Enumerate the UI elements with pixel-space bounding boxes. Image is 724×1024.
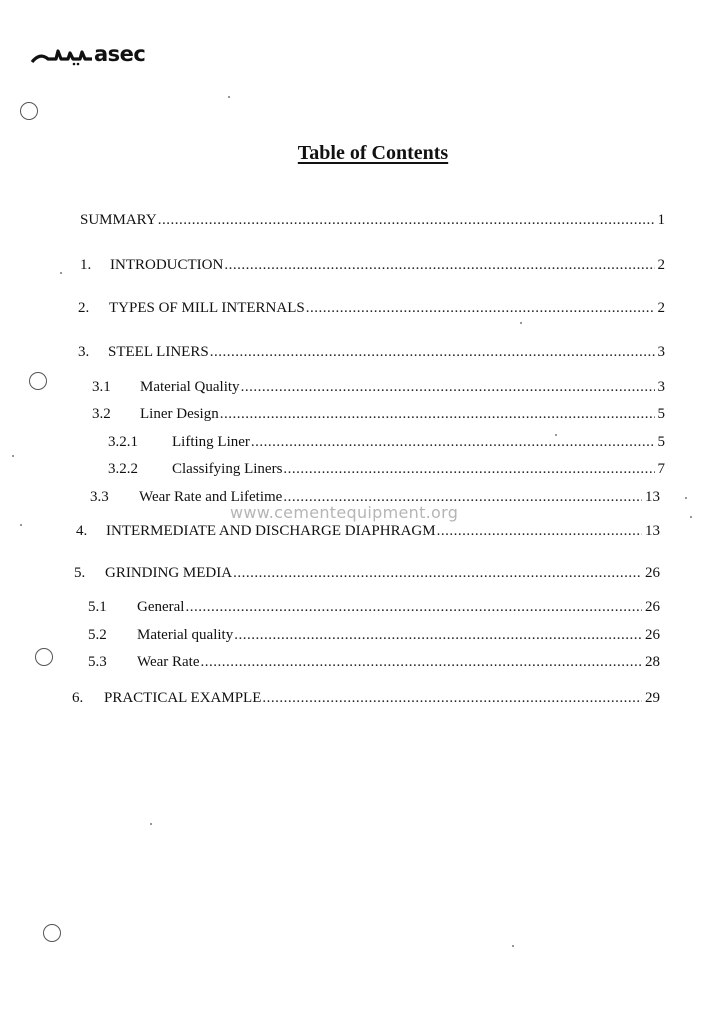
toc-entry[interactable] [76, 522, 660, 540]
toc-entry-number: 3.2.2 [108, 461, 138, 477]
scan-speck [512, 945, 514, 947]
punch-hole [20, 102, 38, 120]
scan-speck [685, 497, 687, 499]
toc-entry[interactable] [88, 653, 660, 671]
toc-entry-label: GRINDING MEDIA [105, 565, 233, 581]
punch-hole [35, 648, 53, 666]
toc-leader-dots [251, 433, 655, 451]
toc-leader-dots [220, 405, 655, 423]
toc-entry-number: 3.1 [92, 379, 111, 395]
toc-entry-label: Wear Rate and Lifetime [139, 489, 283, 505]
toc-entry-page: 26 [645, 627, 660, 643]
logo-latin-text: asec [94, 42, 146, 66]
toc-entry-label: INTERMEDIATE AND DISCHARGE DIAPHRAGM [106, 523, 436, 539]
toc-entry-page: 29 [645, 690, 660, 706]
toc-leader-dots [283, 460, 654, 478]
toc-leader-dots [210, 343, 655, 361]
toc-entry-label: Wear Rate [137, 654, 200, 670]
toc-leader-dots [306, 299, 655, 317]
toc-entry-number: 5.1 [88, 599, 107, 615]
toc-entry-label: TYPES OF MILL INTERNALS [109, 300, 305, 316]
toc-entry-page: 26 [645, 565, 660, 581]
scan-speck [150, 823, 152, 825]
toc-entry[interactable] [108, 460, 665, 478]
toc-entry-number: 2. [78, 300, 90, 316]
toc-entry-page: 2 [657, 257, 665, 273]
toc-leader-dots [158, 211, 655, 229]
toc-entry-number: 3.2 [92, 406, 111, 422]
toc-entry-page: 5 [657, 406, 665, 422]
punch-hole [29, 372, 47, 390]
toc-entry[interactable] [78, 343, 665, 361]
toc-entry-label: Material quality [137, 627, 234, 643]
toc-leader-dots [185, 598, 642, 616]
toc-entry-number: 1. [80, 257, 92, 273]
toc-leader-dots [233, 564, 642, 582]
toc-leader-dots [437, 522, 642, 540]
toc-entry-number: 5.3 [88, 654, 107, 670]
toc-entry[interactable] [80, 211, 665, 229]
toc-entry-page: 5 [657, 434, 665, 450]
page-title: Table of Contents [297, 142, 449, 164]
toc-entry[interactable] [88, 626, 660, 644]
toc-entry-page: 13 [645, 523, 660, 539]
scan-speck [20, 524, 22, 526]
toc-leader-dots [241, 378, 655, 396]
toc-entry-page: 13 [645, 489, 660, 505]
toc-entry-label: Liner Design [140, 406, 219, 422]
toc-entry-page: 2 [657, 300, 665, 316]
asec-logo [30, 42, 146, 68]
scan-speck [12, 455, 14, 457]
punch-hole [43, 924, 61, 942]
toc-entry-page: 28 [645, 654, 660, 670]
scan-speck [520, 322, 522, 324]
toc-leader-dots [201, 653, 642, 671]
toc-entry-label: General [137, 599, 185, 615]
toc-entry-label: PRACTICAL EXAMPLE [104, 690, 262, 706]
arabic-logo-mark [30, 42, 94, 68]
toc-entry-label: STEEL LINERS [108, 344, 209, 360]
toc-entry-label: SUMMARY [80, 212, 157, 228]
toc-entry-page: 3 [657, 344, 665, 360]
toc-entry[interactable] [88, 598, 660, 616]
toc-entry-label: Classifying Liners [172, 461, 283, 477]
toc-entry[interactable] [80, 256, 665, 274]
toc-entry-label: Material Quality [140, 379, 240, 395]
toc-entry[interactable] [92, 378, 665, 396]
toc-entry-number: 5. [74, 565, 86, 581]
watermark-text: www.cementequipment.org [230, 503, 459, 522]
toc-entry-label: Lifting Liner [172, 434, 250, 450]
toc-entry[interactable] [74, 564, 660, 582]
toc-leader-dots [234, 626, 642, 644]
scan-speck [60, 272, 62, 274]
toc-leader-dots [224, 256, 654, 274]
toc-entry-number: 3.2.1 [108, 434, 138, 450]
toc-entry-page: 26 [645, 599, 660, 615]
scan-speck [690, 516, 692, 518]
toc-entry[interactable] [78, 299, 665, 317]
scan-speck [228, 96, 230, 98]
toc-entry[interactable] [92, 405, 665, 423]
toc-entry-page: 7 [657, 461, 665, 477]
toc-entry-number: 3. [78, 344, 90, 360]
toc-entry-number: 6. [72, 690, 84, 706]
toc-entry-label: INTRODUCTION [110, 257, 224, 273]
toc-entry[interactable] [108, 433, 665, 451]
toc-leader-dots [262, 689, 642, 707]
toc-entry-number: 3.3 [90, 489, 109, 505]
toc-entry[interactable] [72, 689, 660, 707]
toc-entry-number: 4. [76, 523, 88, 539]
toc-entry-page: 1 [657, 212, 665, 228]
toc-entry-number: 5.2 [88, 627, 107, 643]
toc-entry-page: 3 [657, 379, 665, 395]
